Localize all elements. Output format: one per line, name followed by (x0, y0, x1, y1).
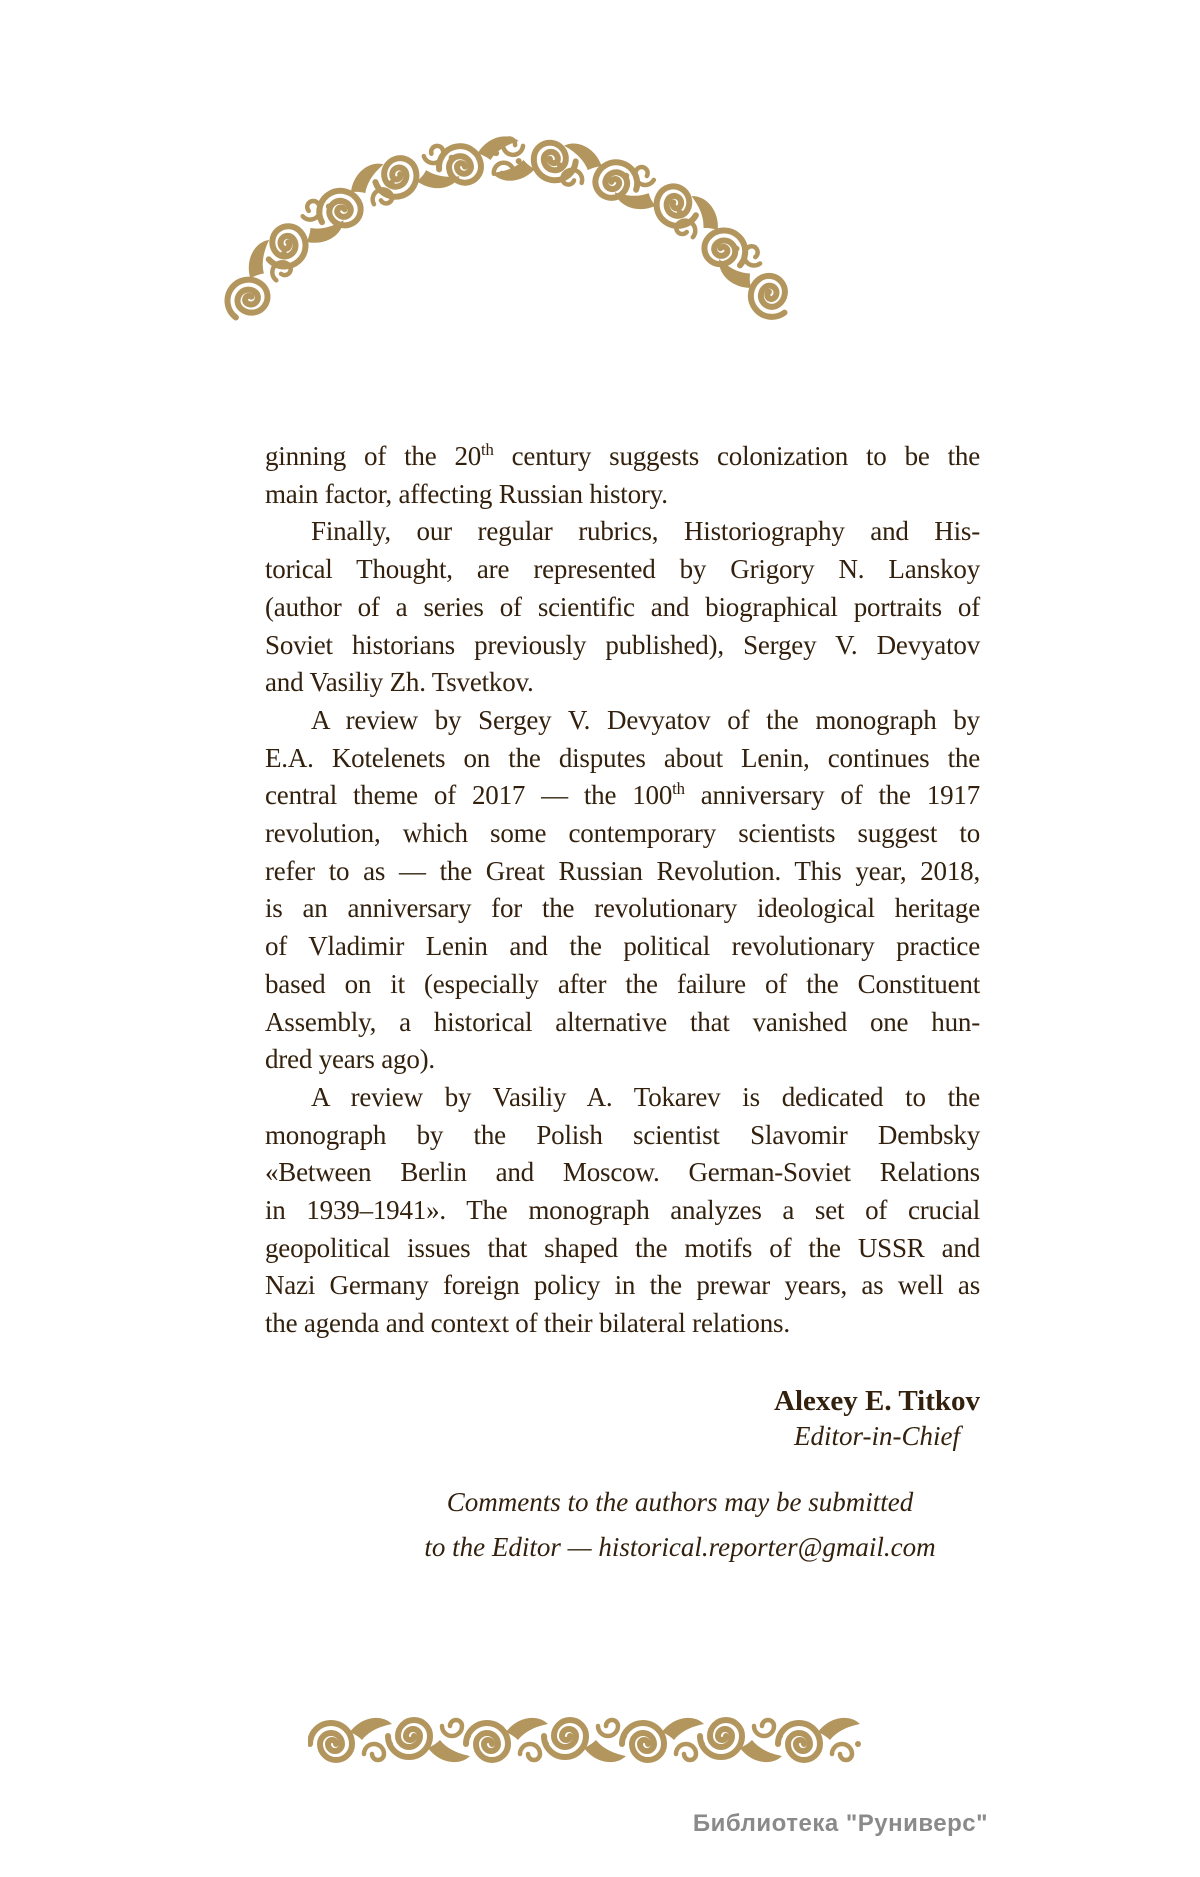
text-line: (author of a series of scientific and biographical portraits of (265, 591, 980, 622)
text-line: Soviet historians previously published), Sergey V. Devyatov (265, 629, 980, 660)
signature-name: Alexey E. Titkov (774, 1385, 980, 1417)
text-line: Finally, our regular rubrics, Historiography and His- (311, 516, 980, 547)
text-line: dred years ago). (265, 1044, 435, 1075)
text-line: in 1939–1941». The monograph analyzes a set of crucial (265, 1195, 980, 1226)
text-line: main factor, affecting Russian history. (265, 478, 668, 509)
text-line: the agenda and context of their bilateral relations. (265, 1308, 790, 1339)
runivers-watermark: Библиотека "Руниверс" (692, 1810, 988, 1837)
text-line: A review by Sergey V. Devyatov of the monograph by (311, 704, 980, 735)
paragraph-2 (265, 513, 980, 702)
line-part: century suggests colonization to be the (493, 441, 980, 471)
paragraph-1 (265, 438, 980, 513)
text-line: monograph by the Polish scientist Slavomir Dembsky (265, 1119, 980, 1150)
paragraph-3 (265, 702, 980, 1079)
superscript: th (481, 440, 494, 459)
ornament-band-icon (308, 1710, 872, 1770)
comments-line: to the Editor — historical.reporter@gmail.com (424, 1532, 936, 1562)
text-line: of Vladimir Lenin and the political revolutionary practice (265, 931, 980, 962)
text-line: and Vasiliy Zh. Tsvetkov. (265, 667, 534, 698)
text-line: torical Thought, are represented by Grigory N. Lanskoy (265, 554, 980, 585)
text-line: «Between Berlin and Moscow. German-Soviet Relations (265, 1157, 980, 1188)
text-line: Nazi Germany foreign policy in the prewar years, as well as (265, 1270, 980, 1301)
comments-note (380, 1480, 980, 1570)
text-line (265, 777, 980, 815)
line-part: anniversary of the 1917 (684, 780, 980, 811)
signature-block (774, 1384, 980, 1454)
ornament-arc-icon (200, 124, 814, 324)
text-line: refer to as — the Great Russian Revolution. This year, 2018, (265, 855, 980, 886)
text-line: geopolitical issues that shaped the motifs of the USSR and (265, 1232, 980, 1263)
superscript: th (672, 779, 685, 799)
comments-line: Comments to the authors may be submitted (446, 1487, 914, 1517)
body-text (265, 438, 980, 1343)
text-line: Assembly, a historical alternative that vanished one hun- (265, 1006, 980, 1037)
text-line: A review by Vasiliy A. Tokarev is dedicated to the (311, 1081, 980, 1112)
text-line (265, 438, 980, 476)
text-line: E.A. Kotelenets on the disputes about Lenin, continues the (265, 742, 980, 773)
text-line: revolution, which some contemporary scientists suggest to (265, 818, 980, 849)
line-part: ginning of the 20 (265, 441, 482, 471)
signature-role: Editor-in-Chief (794, 1421, 960, 1451)
paragraph-4 (265, 1079, 980, 1343)
text-line: is an anniversary for the revolutionary ideological heritage (265, 893, 980, 924)
text-line: based on it (especially after the failure of the Constituent (265, 968, 980, 999)
line-part: central theme of 2017 — the 100 (265, 780, 673, 811)
